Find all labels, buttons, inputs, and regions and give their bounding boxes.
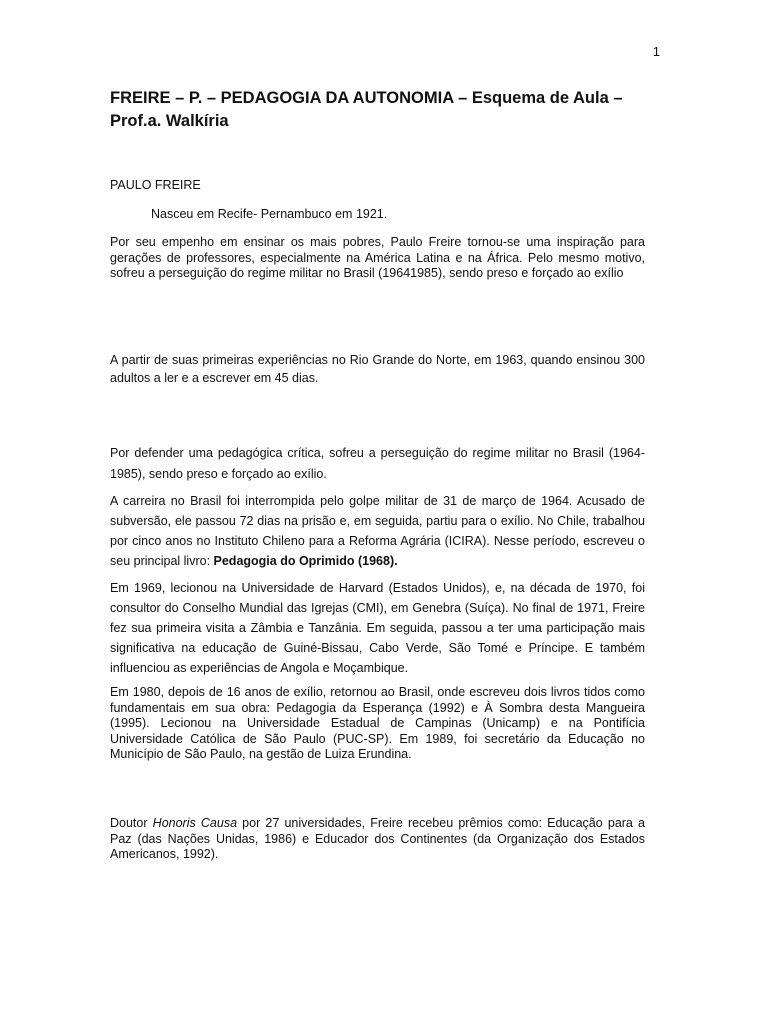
paragraph-honors-rest: por 27 universidades, Freire recebeu prêmios como: Educação para a Paz (das Nações Unidas, 1986) e Educador dos Continentes (da Organização dos Estados Americanos, 1992). — [110, 816, 645, 861]
page-number: 1 — [652, 44, 660, 59]
honoris-causa-italic: Honoris Causa — [152, 816, 238, 830]
paragraph-career-exile-text: A carreira no Brasil foi interrompida pelo golpe militar de 31 de março de 1964. Acusado de subversão, ele passou 72 dias na prisão e, em seguida, partiu para o exílio. No Chile, trabalhou por cinco anos no Instituto Chileno para a Reforma Agrária (ICIRA). Nesse período, escreveu o seu principal livro: — [110, 494, 645, 568]
author-heading: PAULO FREIRE — [110, 178, 201, 192]
paragraph-international: Em 1969, lecionou na Universidade de Harvard (Estados Unidos), e, na década de 1970, foi consultor do Conselho Mundial das Igrejas (CMI), em Genebra (Suíça). No final de 1971, Freire fez sua primeira visita a Zâmbia e Tanzânia. Em seguida, passou a ter uma participação mais significativa na educação de Guiné-Bissau, Cabo Verde, São Tomé e Príncipe. E também influenciou as experiências de Angola e Moçambique. — [110, 581, 645, 675]
paragraph-return-brazil: Em 1980, depois de 16 anos de exílio, retornou ao Brasil, onde escreveu dois livros tidos como fundamentais em sua obra: Pedagogia da Esperança (1992) e À Sombra desta Mangueira (1995). Lecionou na Universidade Estadual de Campinas (Unicamp) e na Pontifícia Universidade Católica de São Paulo (PUC-SP). Em 1989, foi secretário da Educação no Município de São Paulo, na gestão de Luiza Erundina. — [110, 685, 645, 761]
document-title: FREIRE – P. – PEDAGOGIA DA AUTONOMIA – Esquema de Aula – Prof.a. Walkíria — [110, 89, 623, 130]
paragraph-first-experiences: A partir de suas primeiras experiências no Rio Grande do Norte, em 1963, quando ensinou 300 adultos a ler e a escrever em 45 dias. — [110, 353, 645, 385]
paragraph-honors — [110, 816, 645, 863]
paragraph-critical-pedagogy: Por defender uma pedagógica crítica, sofreu a perseguição do regime militar no Brasil (1964-1985), sendo preso e forçado ao exílio. — [110, 446, 645, 481]
birth-line: Nasceu em Recife- Pernambuco em 1921. — [151, 207, 388, 221]
paragraph-honors-start: Doutor — [110, 816, 153, 830]
paragraph-career-exile — [110, 491, 645, 571]
paragraph-inspiration: Por seu empenho em ensinar os mais pobres, Paulo Freire tornou-se uma inspiração para gerações de professores, especialmente na América Latina e na África. Pelo mesmo motivo, sofreu a perseguição do regime militar no Brasil (19641985), sendo preso e forçado ao exílio — [110, 235, 645, 280]
book-title-oprimido: Pedagogia do Oprimido (1968). — [213, 554, 398, 568]
